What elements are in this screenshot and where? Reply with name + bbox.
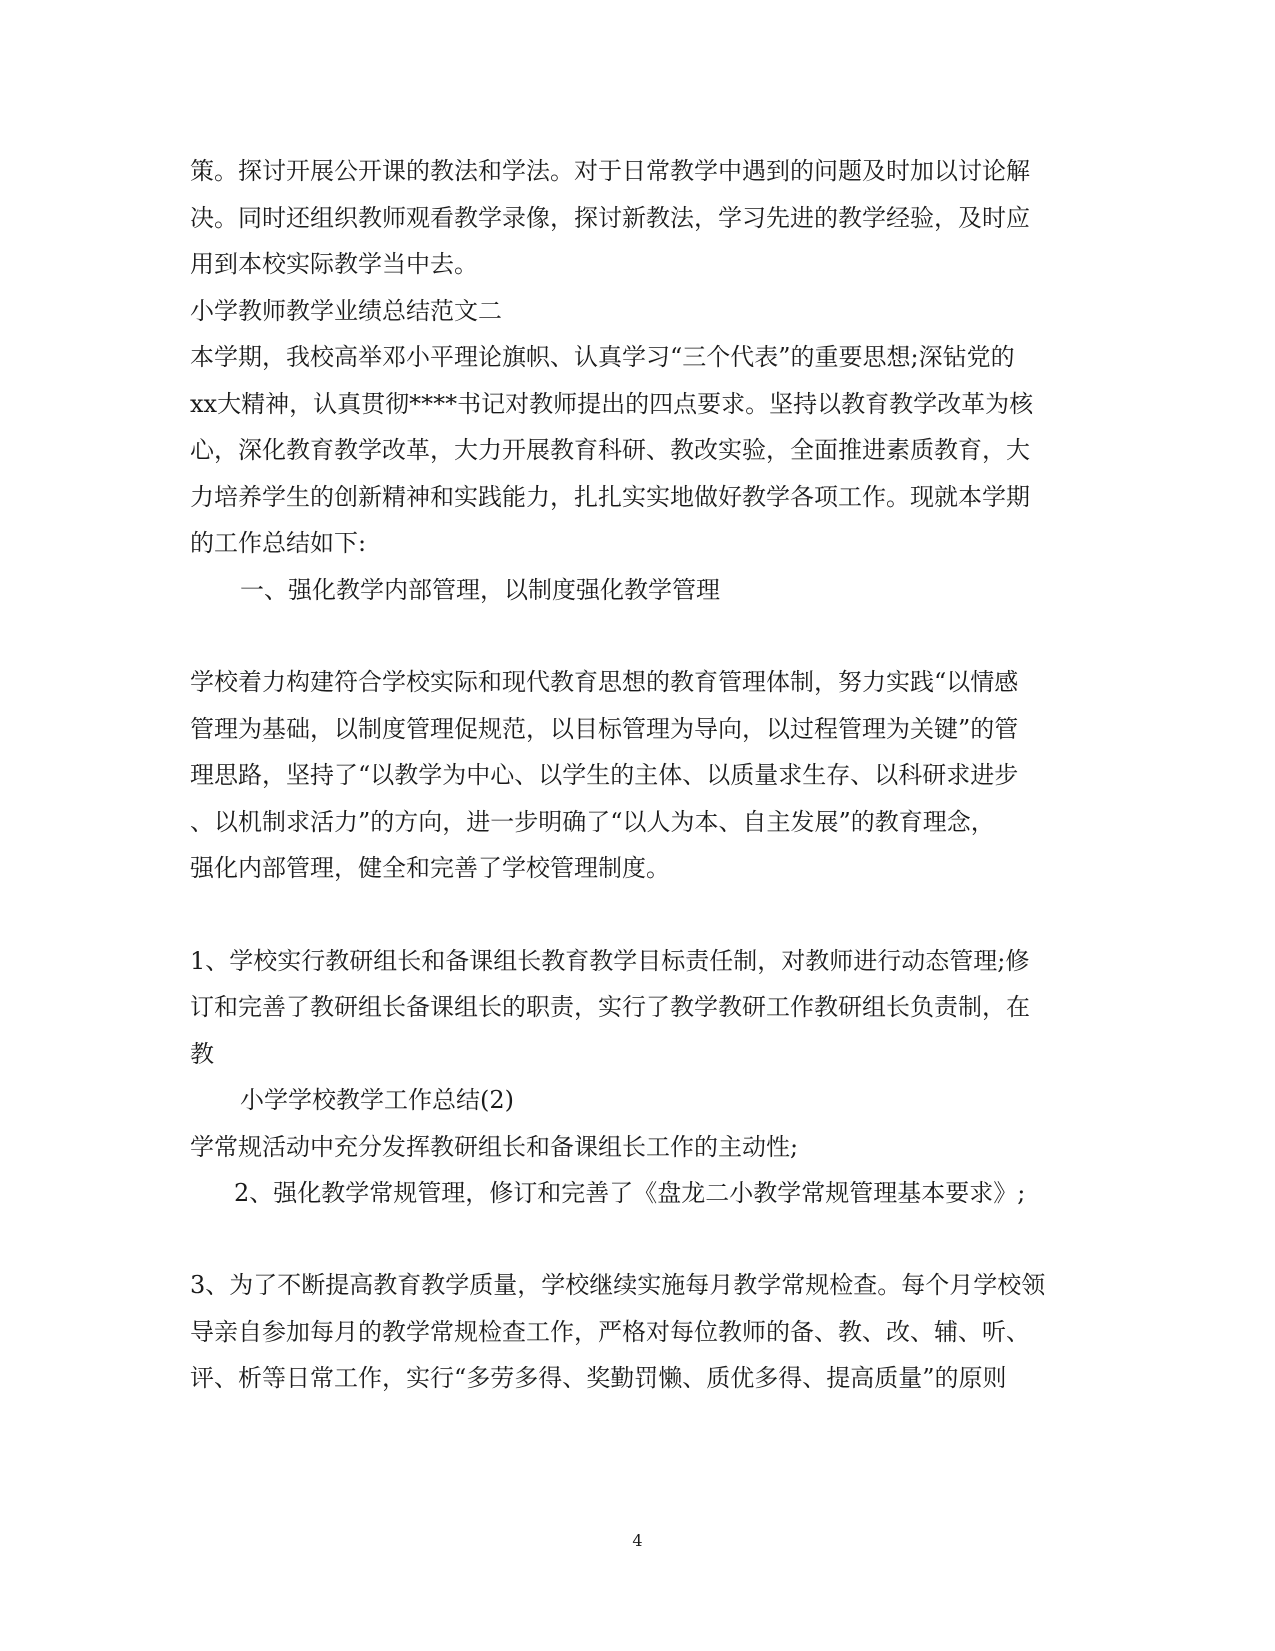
page-number: 4	[632, 1531, 643, 1550]
body-line: 订和完善了教研组长备课组长的职责，实行了教学教研工作教研组长负责制，在	[190, 993, 1030, 1021]
running-header: 小学学校教学工作总结(2)	[240, 1086, 514, 1114]
body-line: 教	[190, 1040, 214, 1068]
body-line: 学校着力构建符合学校实际和现代教育思想的教育管理体制，努力实践“以情感	[190, 668, 1019, 696]
body-line: 强化内部管理，健全和完善了学校管理制度。	[190, 854, 670, 882]
body-line: 本学期，我校高举邓小平理论旗帜、认真学习“三个代表”的重要思想;深钻党的	[190, 343, 1015, 371]
body-line: 管理为基础，以制度管理促规范，以目标管理为导向，以过程管理为关键”的管	[190, 715, 1019, 743]
body-line: 导亲自参加每月的教学常规检查工作，严格对每位教师的备、教、改、辅、听、	[190, 1318, 1030, 1346]
section-heading: 一、强化教学内部管理，以制度强化教学管理	[240, 576, 720, 604]
body-line: 1、学校实行教研组长和备课组长教育教学目标责任制，对教师进行动态管理;修	[190, 947, 1030, 975]
body-line: 2、强化教学常规管理，修订和完善了《盘龙二小教学常规管理基本要求》;	[234, 1179, 1026, 1207]
body-line: 评、析等日常工作，实行“多劳多得、奖勤罚懒、质优多得、提高质量”的原则	[190, 1364, 1007, 1392]
section-title: 小学教师教学业绩总结范文二	[190, 297, 502, 325]
body-line: 、以机制求活力”的方向，进一步明确了“以人为本、自主发展”的教育理念，	[190, 808, 995, 836]
body-line: 策。探讨开展公开课的教法和学法。对于日常教学中遇到的问题及时加以讨论解	[190, 157, 1030, 185]
body-line: 决。同时还组织教师观看教学录像，探讨新教法，学习先进的教学经验，及时应	[190, 204, 1030, 232]
body-line: 理思路，坚持了“以教学为中心、以学生的主体、以质量求生存、以科研求进步	[190, 761, 1019, 789]
body-line: 用到本校实际教学当中去。	[190, 250, 478, 278]
body-line: 的工作总结如下:	[190, 529, 367, 557]
body-line: xx大精神，认真贯彻****书记对教师提出的四点要求。坚持以教育教学改革为核	[190, 390, 1034, 418]
body-line: 心，深化教育教学改革，大力开展教育科研、教改实验，全面推进素质教育，大	[190, 436, 1030, 464]
body-line: 3、为了不断提高教育教学质量，学校继续实施每月教学常规检查。每个月学校领	[190, 1271, 1046, 1299]
body-line: 力培养学生的创新精神和实践能力，扎扎实实地做好教学各项工作。现就本学期	[190, 483, 1030, 511]
body-line: 学常规活动中充分发挥教研组长和备课组长工作的主动性;	[190, 1133, 799, 1161]
